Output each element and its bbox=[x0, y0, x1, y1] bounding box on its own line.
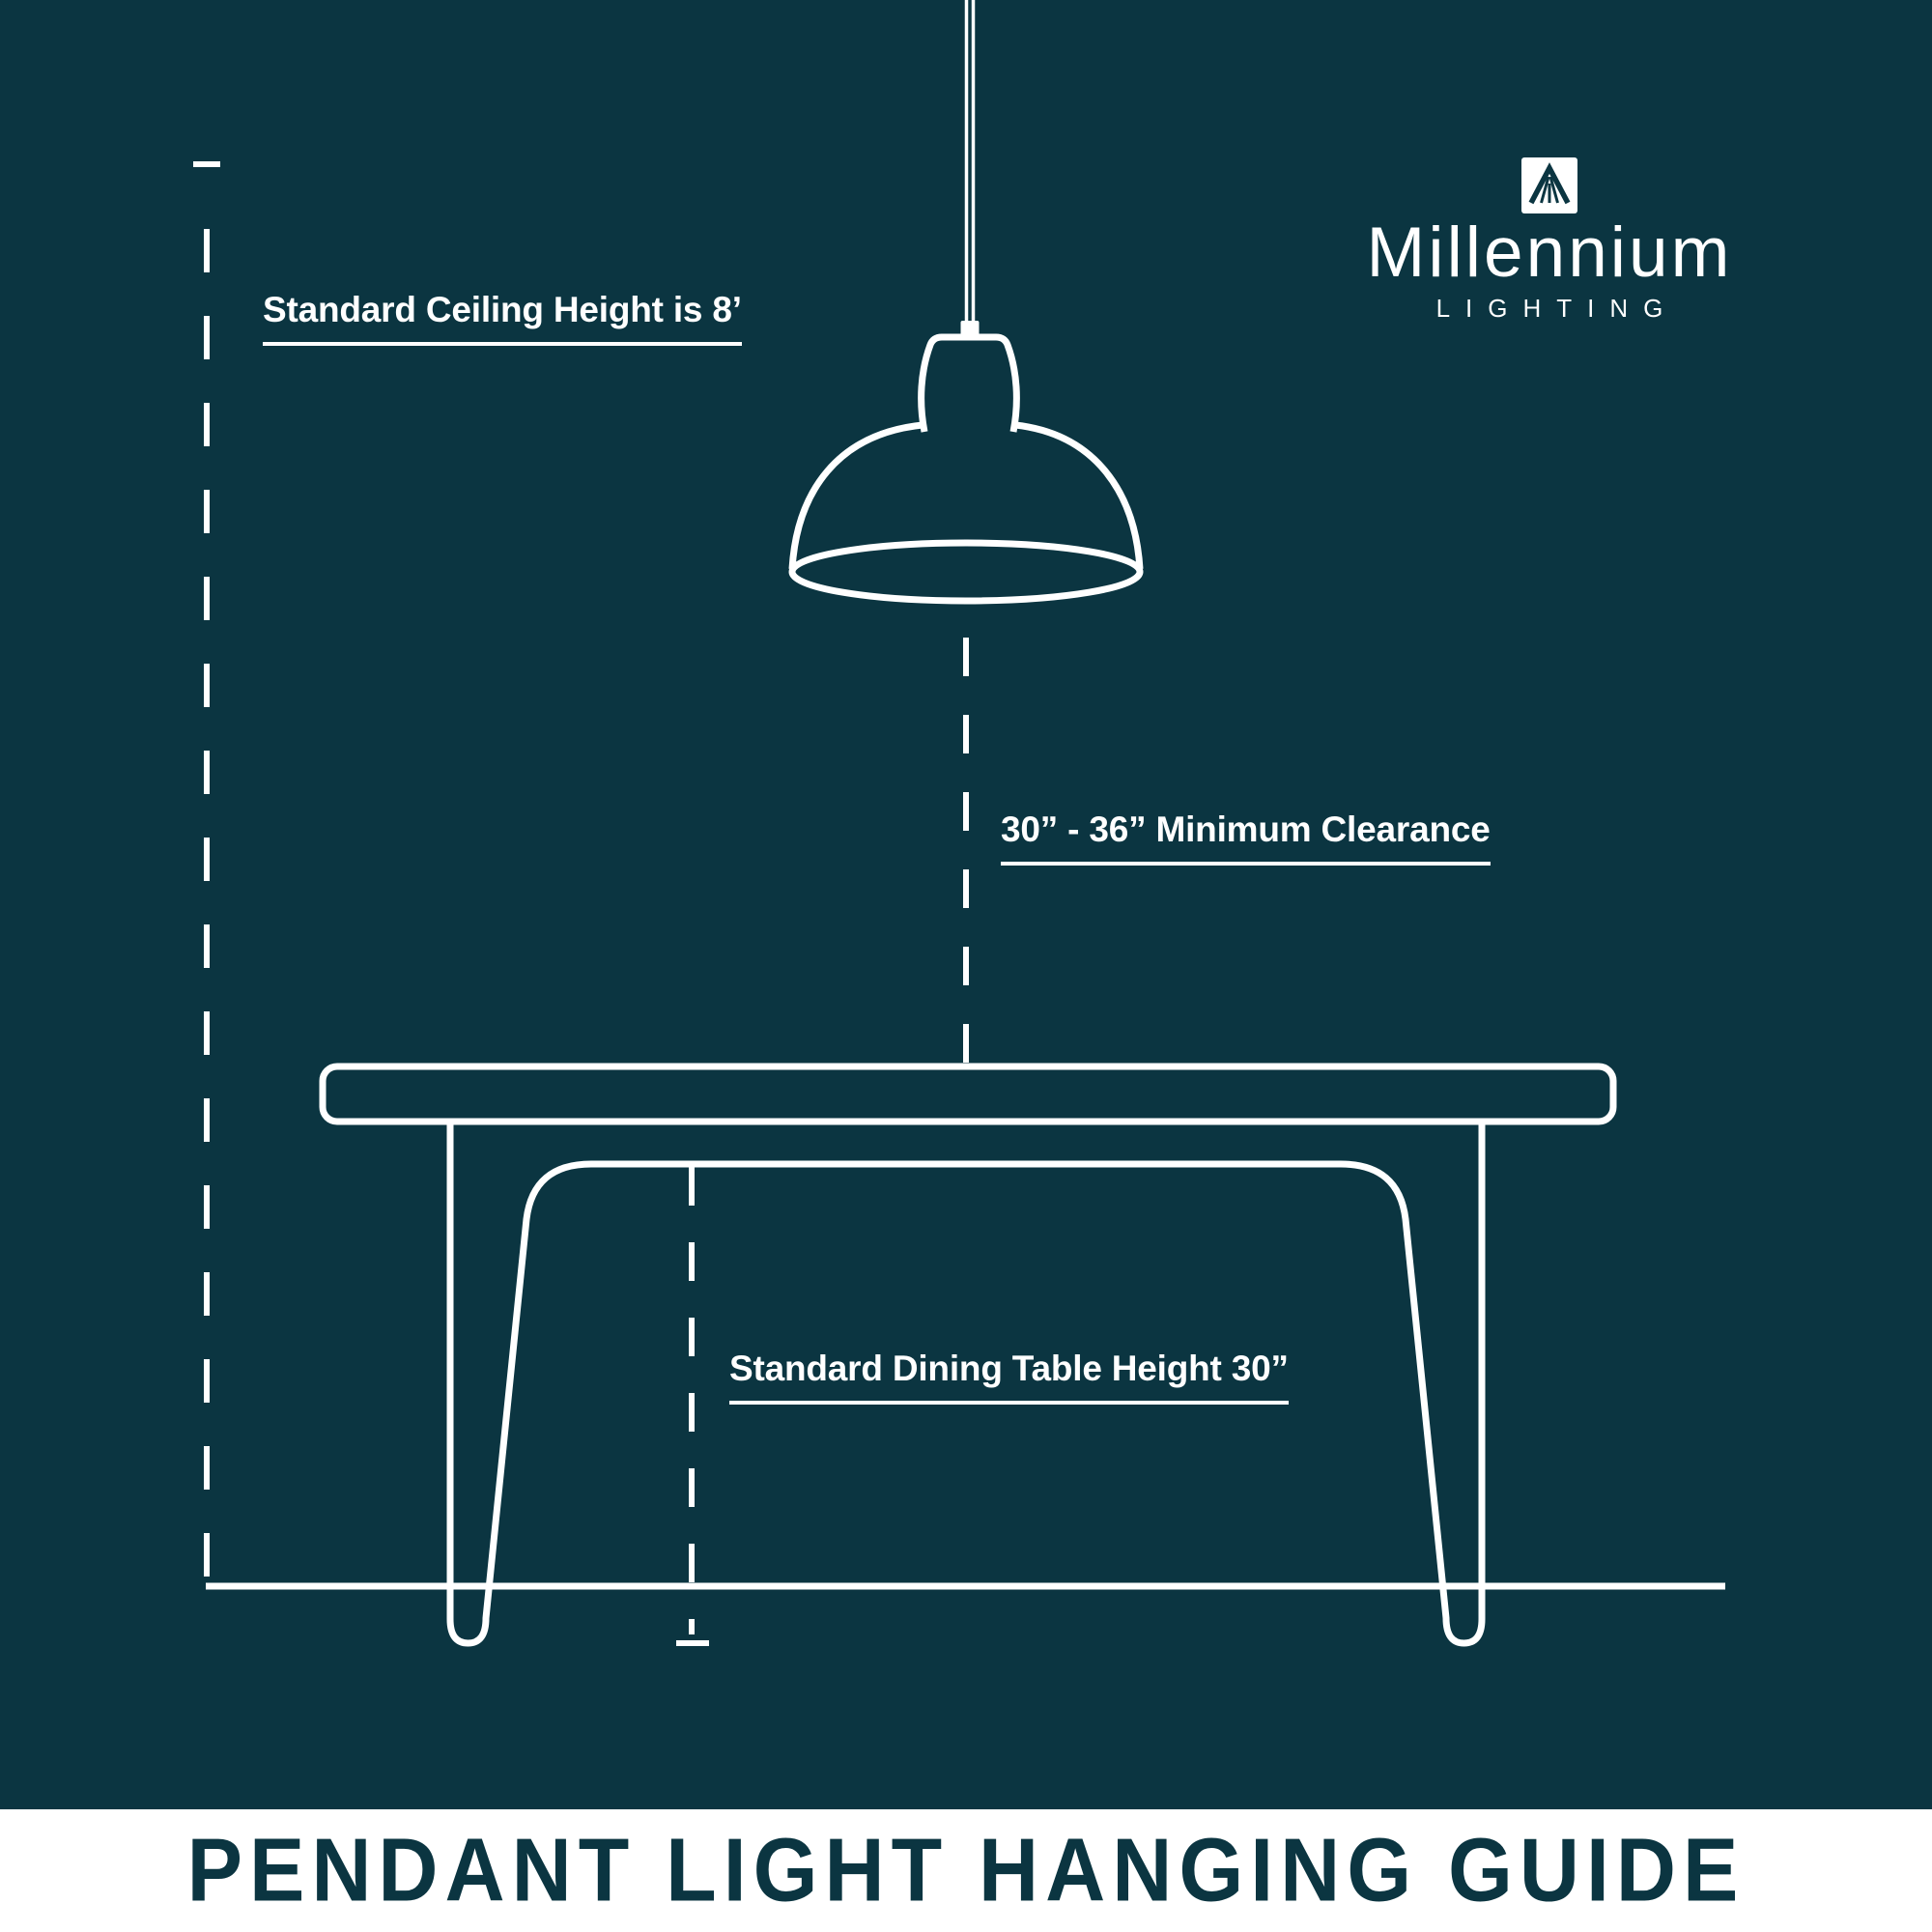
logo-subbrand-text: LIGHTING bbox=[1435, 294, 1679, 323]
millennium-mountain-rays-icon bbox=[1521, 157, 1577, 213]
poster-title: PENDANT LIGHT HANGING GUIDE bbox=[186, 1820, 1746, 1920]
millennium-lighting-logo bbox=[1349, 157, 1750, 324]
minimum-clearance-label: 30” - 36” Minimum Clearance bbox=[1001, 810, 1491, 866]
pendant-shade-rim bbox=[792, 543, 1140, 601]
logo-brand-text: Millennium bbox=[1366, 213, 1733, 292]
table-height-label: Standard Dining Table Height 30” bbox=[729, 1350, 1289, 1405]
table-top bbox=[323, 1066, 1613, 1122]
footer-band bbox=[0, 1809, 1932, 1932]
pendant-socket-cap bbox=[922, 337, 1017, 432]
ceiling-height-label: Standard Ceiling Height is 8’ bbox=[263, 291, 742, 346]
